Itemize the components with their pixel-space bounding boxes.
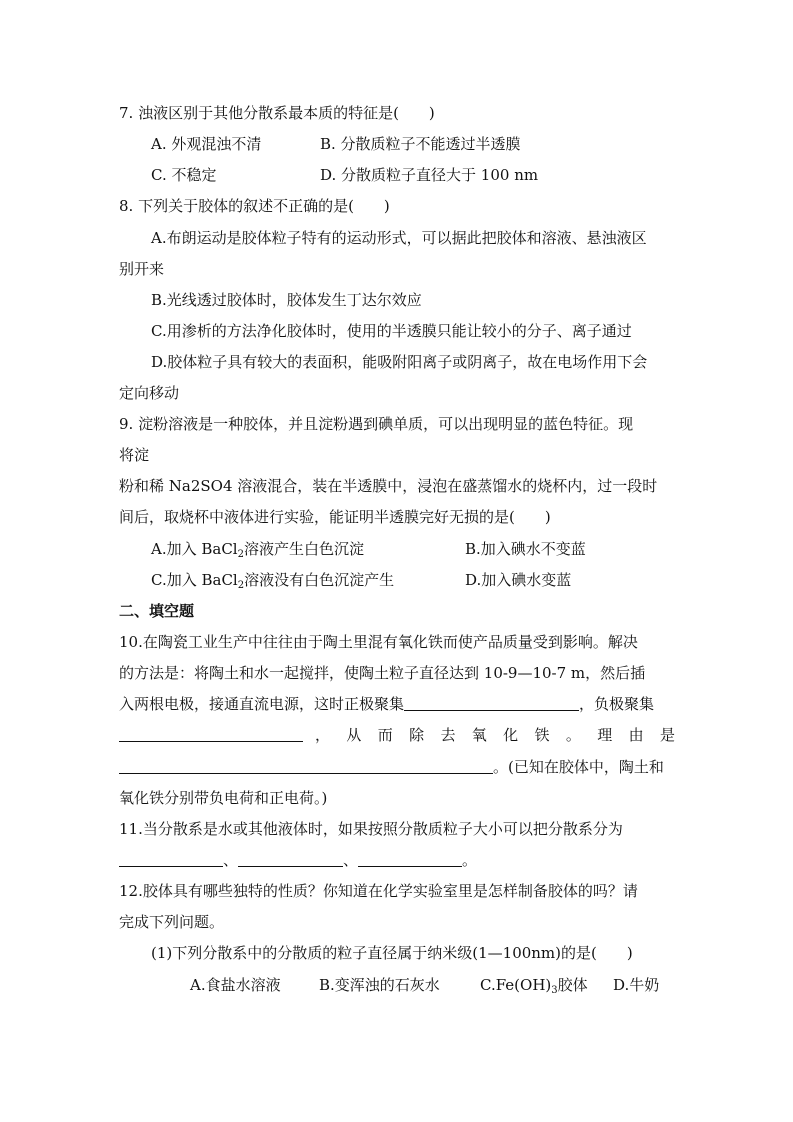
q8-option-b: B.光线透过胶体时，胶体发生丁达尔效应 <box>151 291 422 309</box>
q9-stem-1: 9. 淀粉溶液是一种胶体，并且淀粉遇到碘单质，可以出现明显的蓝色特征。现 <box>119 415 634 433</box>
q10-blank-anode[interactable] <box>404 696 579 711</box>
q10-stem-1: 10.在陶瓷工业生产中往往由于陶土里混有氧化铁而使产品质量受到影响。解决 <box>119 633 638 651</box>
q10-line4-char: 理 <box>597 726 613 744</box>
q7-stem: 7. 浊液区别于其他分散系最本质的特征是( ) <box>119 104 435 122</box>
q11-blanks-line: 、 、 。 <box>119 851 477 869</box>
q10-line4-char: 除 <box>409 726 425 744</box>
q11-blank-2[interactable] <box>238 852 343 867</box>
q10-stem-4 <box>119 726 675 744</box>
q8-option-c: C.用渗析的方法净化胶体时，使用的半透膜只能让较小的分子、离子通过 <box>151 322 632 340</box>
q7-option-d: D. 分散质粒子直径大于 100 nm <box>320 166 539 184</box>
q12-option-c: $C.Fe(OH)_3$胶体 <box>480 976 588 996</box>
q9-stem-2: 将淀 <box>119 446 150 464</box>
q7-option-b: B. 分散质粒子不能透过半透膜 <box>320 135 521 153</box>
q10-line4-char: 而 <box>377 726 393 744</box>
q10-stem-6: 氧化铁分别带负电荷和正电荷。) <box>119 789 328 807</box>
q11-blank-3[interactable] <box>358 852 462 867</box>
q12-option-a: A.食盐水溶液 <box>190 976 281 994</box>
q8-option-a: A.布朗运动是胶体粒子特有的运动形式，可以据此把胶体和溶液、悬浊液区 <box>151 229 647 247</box>
q9-option-b: B.加入碘水不变蓝 <box>465 540 586 558</box>
q11-stem: 11.当分散系是水或其他液体时，如果按照分散质粒子大小可以把分散系分为 <box>119 820 623 838</box>
q10-blank-reason[interactable] <box>119 759 493 774</box>
q10-line4-char: 。 <box>565 726 581 744</box>
q11-blank-1[interactable] <box>119 852 223 867</box>
q10-stem-5: 。(已知在胶体中，陶土和 <box>119 758 664 776</box>
q8-option-a-cont: 别开来 <box>119 260 165 278</box>
q12-stem-1: 12.胶体具有哪些独特的性质？你知道在化学实验室里是怎样制备胶体的吗？请 <box>119 882 638 900</box>
q9-stem-4: 间后，取烧杯中液体进行实验，能证明半透膜完好无损的是( ) <box>119 508 551 526</box>
q10-line4-char: 化 <box>503 726 519 744</box>
q8-stem: 8. 下列关于胶体的叙述不正确的是( ) <box>119 197 390 215</box>
q9-option-c: C.加入 BaCl$_2$溶液没有白色沉淀产生 <box>151 571 395 591</box>
q10-line4-char: 去 <box>440 726 456 744</box>
q12-sub-question-1: (1)下列分散系中的分散质的粒子直径属于纳米级(1—100nm)的是( ) <box>151 944 633 962</box>
q12-option-d: D.牛奶 <box>613 976 660 994</box>
q10-line4-char: 氧 <box>471 726 487 744</box>
q12-stem-2: 完成下列问题。 <box>119 913 225 931</box>
q8-option-d-cont: 定向移动 <box>119 384 180 402</box>
q9-stem-3: 粉和稀 Na2SO4 溶液混合，装在半透膜中，浸泡在盛蒸馏水的烧杯内，过一段时 <box>119 477 658 495</box>
q7-option-a: A. 外观混浊不清 <box>151 135 262 153</box>
q7-option-c: C. 不稳定 <box>151 166 217 184</box>
q10-line4-char: 从 <box>346 726 362 744</box>
section-heading-fill-in: 二、填空题 <box>119 602 195 620</box>
q10-blank-cathode[interactable] <box>119 727 303 742</box>
q10-line4-char: ， <box>315 726 331 744</box>
q10-stem-2: 的方法是：将陶土和水一起搅拌，使陶土粒子直径达到 10-9—10-7 m，然后插 <box>119 664 646 682</box>
q9-option-a: A.加入 BaCl$_2$溶液产生白色沉淀 <box>151 540 364 560</box>
q10-line4-char: 是 <box>659 726 675 744</box>
q10-stem-3: 入两根电极，接通直流电源，这时正极聚集 ，负极聚集 <box>119 695 655 713</box>
q12-option-b: B.变浑浊的石灰水 <box>319 976 440 994</box>
q9-option-d: D.加入碘水变蓝 <box>465 571 572 589</box>
q10-line4-char: 铁 <box>534 726 550 744</box>
q10-line4-char: 由 <box>628 726 644 744</box>
q8-option-d: D.胶体粒子具有较大的表面积，能吸附阳离子或阴离子，故在电场作用下会 <box>151 353 648 371</box>
